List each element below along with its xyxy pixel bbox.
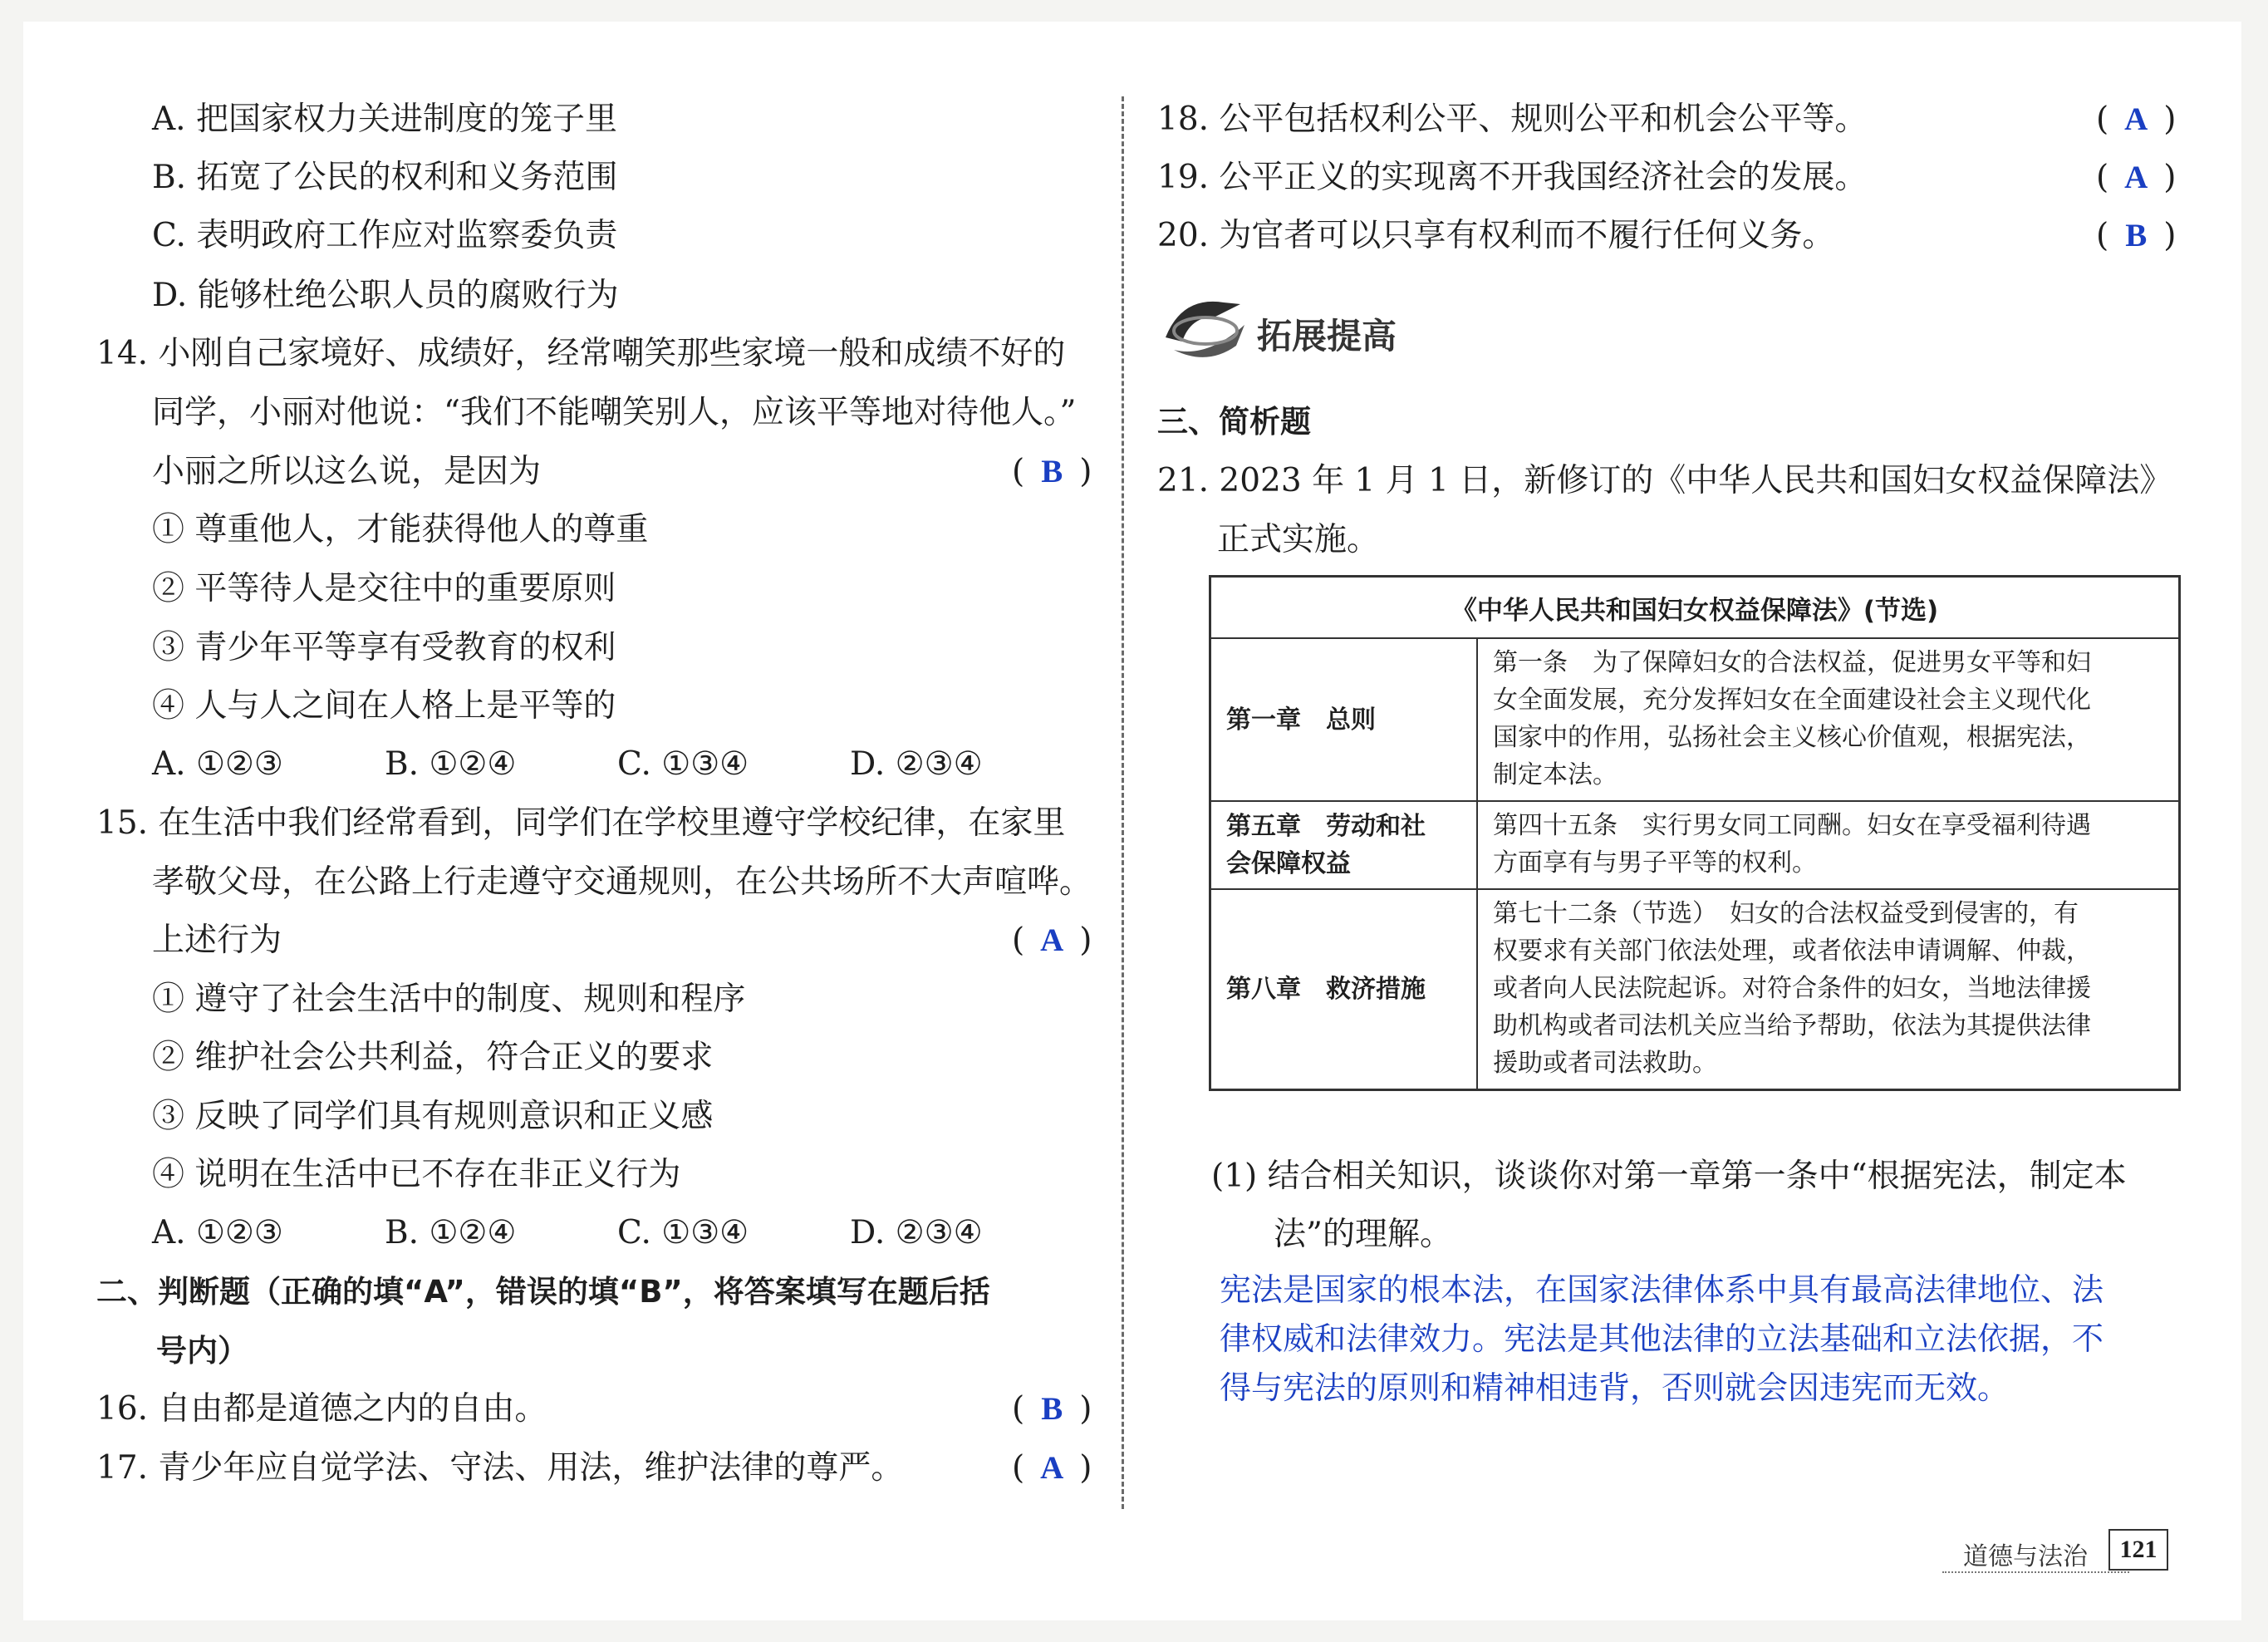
workbook-page xyxy=(23,22,2241,1620)
q20-text: 20. 为官者可以只享有权利而不履行任何义务。 xyxy=(1157,217,1835,254)
handwritten-answer-line3: 得与宪法的原则和精神相违背，否则就会因违宪而无效。 xyxy=(1220,1369,2010,1406)
q14-item-3: ③ 青少年平等享有受教育的权利 xyxy=(152,629,616,666)
q19-answer: A xyxy=(2124,160,2148,195)
sub-question-1-line1: (1) 结合相关知识，谈谈你对第一章第一条中“根据宪法，制定本 xyxy=(1211,1158,2127,1195)
extension-banner-title: 拓展提高 xyxy=(1257,316,1397,356)
q21-stem-line2: 正式实施。 xyxy=(1217,521,1380,558)
q15-choice-d: D. ②③④ xyxy=(850,1214,983,1251)
extension-banner-icon xyxy=(1157,279,1257,371)
chapter-5-label xyxy=(1210,801,1478,889)
chapter-5-line: 方面享有与男子平等的权利。 xyxy=(1493,848,1817,878)
q21-stem-line1: 21. 2023 年 1 月 1 日，新修订的《中华人民共和国妇女权益保障法》 xyxy=(1157,462,2172,499)
q15-item-3: ③ 反映了同学们具有规则意识和正义感 xyxy=(152,1098,714,1135)
chapter-1-line: 第一条 为了保障妇女的合法权益，促进男女平等和妇 xyxy=(1493,648,2091,677)
chapter-1-label: 第一章 总则 xyxy=(1210,638,1478,801)
law-table-title: 《中华人民共和国妇女权益保障法》(节选) xyxy=(1210,577,2180,639)
chapter-8-line: 第七十二条（节选） 妇女的合法权益受到侵害的，有 xyxy=(1493,899,2079,928)
chapter-8-line: 权要求有关部门依法处理，或者依法申请调解、仲裁， xyxy=(1493,937,2091,966)
q15-stem-line1: 15. 在生活中我们经常看到，同学们在学校里遵守学校纪律，在家里 xyxy=(96,804,1066,842)
q14-item-2: ② 平等待人是交往中的重要原则 xyxy=(152,570,616,607)
handwritten-answer-line2: 律权威和法律效力。宪法是其他法律的立法基础和立法依据，不 xyxy=(1220,1320,2104,1357)
footer-subject: 道德与法治 xyxy=(1963,1542,2088,1571)
q13-option-b: B. 拓宽了公民的权利和义务范围 xyxy=(152,159,618,196)
q13-option-d: D. 能够杜绝公职人员的腐败行为 xyxy=(152,277,619,314)
chapter-1-line: 制定本法。 xyxy=(1493,760,1618,789)
q14-item-4: ④ 人与人之间在人格上是平等的 xyxy=(152,687,616,725)
chapter-5-label-line: 会保障权益 xyxy=(1226,849,1351,878)
q16-answer: B xyxy=(1041,1391,1063,1427)
q14-stem-line3: 小丽之所以这么说，是因为 xyxy=(152,453,542,490)
extension-banner xyxy=(1157,279,1656,371)
q13-option-c: C. 表明政府工作应对监察委负责 xyxy=(152,217,618,254)
chapter-8-content xyxy=(1477,889,2180,1090)
q15-item-1: ① 遵守了社会生活中的制度、规则和程序 xyxy=(152,981,746,1018)
table-row xyxy=(1210,638,2180,801)
chapter-8-line: 或者向人民法院起诉。对符合条件的妇女，当地法律援 xyxy=(1493,974,2091,1003)
section-3-heading: 三、简析题 xyxy=(1157,404,1311,440)
chapter-5-line: 第四十五条 实行男女同工同酬。妇女在享受福利待遇 xyxy=(1493,811,2091,840)
chapter-1-line: 国家中的作用，弘扬社会主义核心价值观，根据宪法， xyxy=(1493,723,2091,752)
q15-stem-line3: 上述行为 xyxy=(152,922,282,959)
q18-text: 18. 公平包括权利公平、规则公平和机会公平等。 xyxy=(1157,101,1868,138)
chapter-8-line: 援助或者司法救助。 xyxy=(1493,1049,1717,1078)
q14-item-1: ① 尊重他人，才能获得他人的尊重 xyxy=(152,511,649,548)
chapter-1-content xyxy=(1477,638,2180,801)
q17-text: 17. 青少年应自觉学法、守法、用法，维护法律的尊严。 xyxy=(96,1449,904,1487)
section-2-heading-line1: 二、判断题（正确的填“A”，错误的填“B”，将答案填写在题后括 xyxy=(96,1274,990,1310)
column-divider xyxy=(1122,96,1124,1509)
chapter-8-line: 助机构或者司法机关应当给予帮助，依法为其提供法律 xyxy=(1493,1011,2091,1040)
q15-choice-b: B. ①②④ xyxy=(385,1214,517,1251)
q14-answer-blank: ( B ) xyxy=(1012,449,1092,495)
chapter-5-label-line: 第五章 劳动和社 xyxy=(1226,812,1426,841)
q14-stem-line1: 14. 小刚自己家境好、成绩好，经常嘲笑那些家境一般和成绩不好的 xyxy=(96,335,1066,372)
q14-choice-b: B. ①②④ xyxy=(385,745,517,783)
q15-answer: A xyxy=(1040,922,1064,958)
q19-text: 19. 公平正义的实现离不开我国经济社会的发展。 xyxy=(1157,159,1868,196)
q17-answer-blank: ( A ) xyxy=(1012,1445,1092,1492)
chapter-5-content xyxy=(1477,801,2180,889)
q14-choice-a: A. ①②③ xyxy=(152,745,283,783)
q14-stem-line2: 同学，小丽对他说：“我们不能嘲笑别人，应该平等地对待他人。” xyxy=(152,394,1077,431)
q15-choice-c: C. ①③④ xyxy=(617,1214,749,1251)
table-row xyxy=(1210,801,2180,889)
q19-answer-blank: ( A ) xyxy=(2096,155,2176,201)
q15-choice-a: A. ①②③ xyxy=(152,1214,283,1251)
q15-answer-blank: ( A ) xyxy=(1012,917,1092,964)
section-2-heading-line2: 号内） xyxy=(156,1333,248,1369)
q13-option-a: A. 把国家权力关进制度的笼子里 xyxy=(152,101,617,138)
q20-answer-blank: ( B ) xyxy=(2096,213,2176,259)
sub-question-1-line2: 法”的理解。 xyxy=(1274,1216,1452,1253)
q20-answer: B xyxy=(2125,218,2148,253)
q18-answer: A xyxy=(2124,101,2148,137)
q14-answer: B xyxy=(1041,454,1063,489)
q15-stem-line2: 孝敬父母，在公路上行走遵守交通规则，在公共场所不大声喧哗。 xyxy=(152,863,1092,901)
q14-choice-c: C. ①③④ xyxy=(617,745,749,783)
q14-choice-d: D. ②③④ xyxy=(850,745,983,783)
q16-text: 16. 自由都是道德之内的自由。 xyxy=(96,1390,547,1428)
chapter-8-label: 第八章 救济措施 xyxy=(1210,889,1478,1090)
q16-answer-blank: ( B ) xyxy=(1012,1386,1092,1433)
q15-item-4: ④ 说明在生活中已不存在非正义行为 xyxy=(152,1156,681,1193)
page-number: 121 xyxy=(2108,1529,2168,1571)
footer-dotted-rule xyxy=(1942,1571,2129,1573)
table-row xyxy=(1210,889,2180,1090)
chapter-1-line: 女全面发展，充分发挥妇女在全面建设社会主义现代化 xyxy=(1493,686,2091,715)
q17-answer: A xyxy=(1040,1450,1064,1486)
q15-item-2: ② 维护社会公共利益，符合正义的要求 xyxy=(152,1039,714,1076)
q18-answer-blank: ( A ) xyxy=(2096,96,2176,143)
handwritten-answer-line1: 宪法是国家的根本法，在国家法律体系中具有最高法律地位、法 xyxy=(1220,1271,2104,1308)
law-excerpt-table xyxy=(1209,575,2181,1091)
